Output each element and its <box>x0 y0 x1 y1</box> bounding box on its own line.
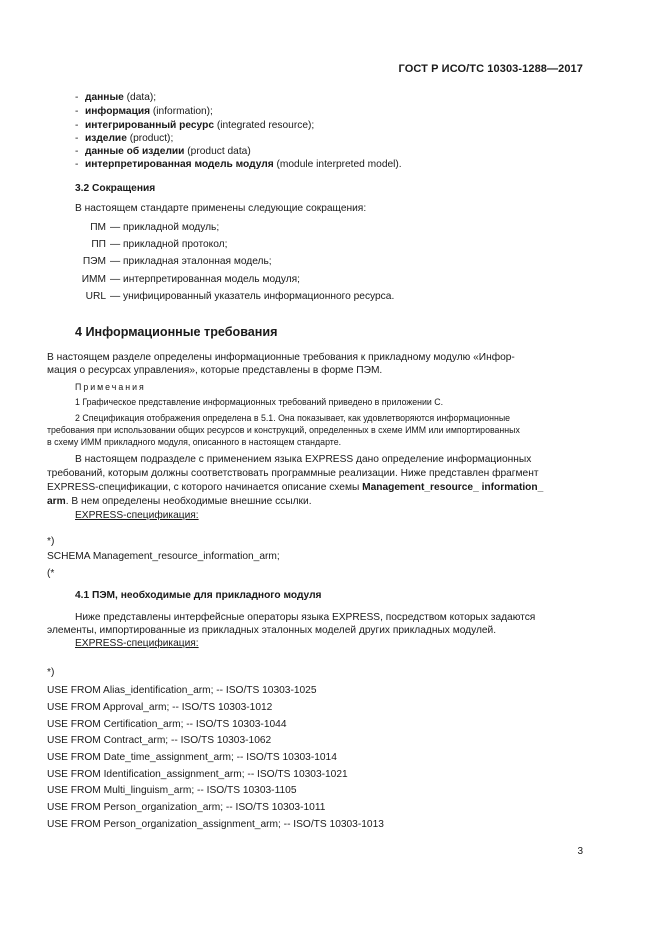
abbrev-code: URL <box>85 291 106 302</box>
express-label: EXPRESS-спецификация: <box>75 510 199 521</box>
code-line: USE FROM Certification_arm; -- ISO/TS 10303-1044 <box>47 719 287 730</box>
abbrev-code: ПМ <box>90 222 106 233</box>
abbrev-code: ПП <box>91 239 106 250</box>
paragraph-line: В настоящем разделе определены информационные требования к прикладному модулю «Инфор- <box>47 352 515 363</box>
abbrev-definition: — интерпретированная модель модуля; <box>110 274 300 285</box>
code-line: USE FROM Person_organization_arm; -- ISO/TS 10303-1011 <box>47 802 326 813</box>
subsection-heading: 4.1 ПЭМ, необходимые для прикладного модуля <box>75 590 322 601</box>
abbrev-definition: — прикладной протокол; <box>110 239 228 250</box>
note-line: требования при использовании общих ресурсов и конструкций, определенных в схеме ИММ или импортированных <box>47 425 520 435</box>
code-line: USE FROM Person_organization_assignment_arm; -- ISO/TS 10303-1013 <box>47 819 384 830</box>
paragraph-line: требований, которым должны соответствовать программные реализации. Ниже представлен фрагмент <box>47 468 539 479</box>
paragraph-line: В настоящем подразделе с применением языка EXPRESS дано определение информационных <box>75 454 532 465</box>
code-line: USE FROM Contract_arm; -- ISO/TS 10303-1062 <box>47 735 272 746</box>
section-heading: 4 Информационные требования <box>75 325 278 339</box>
term-item: - интерпретированная модель модуля (module interpreted model). <box>75 159 402 170</box>
abbrev-heading: 3.2 Сокращения <box>75 183 156 194</box>
abbrev-definition: — прикладной модуль; <box>110 222 220 233</box>
code-line: (* <box>47 568 55 579</box>
notes-title: Примечания <box>75 382 146 392</box>
abbrev-intro: В настоящем стандарте применены следующие сокращения: <box>75 203 367 214</box>
term-item: - данные (data); <box>75 92 157 103</box>
abbrev-code: ИММ <box>81 274 106 285</box>
paragraph-line: элементы, импортированные из прикладных эталонных моделей других прикладных модулей. <box>47 625 497 636</box>
paragraph-line: мация о ресурсах управления», которые представлены в форме ПЭМ. <box>47 365 383 376</box>
express-label: EXPRESS-спецификация: <box>75 638 199 649</box>
code-line: *) <box>47 667 55 678</box>
note-line: 2 Спецификация отображения определена в 5.1. Она показывает, как удовлетворяются информационные <box>75 413 511 423</box>
note-line: в схему ИММ прикладного модуля, описанного в настоящем стандарте. <box>47 437 342 447</box>
abbrev-code: ПЭМ <box>82 256 106 267</box>
term-item: - данные об изделии (product data) <box>75 146 251 157</box>
code-line: USE FROM Approval_arm; -- ISO/TS 10303-1012 <box>47 702 273 713</box>
code-line: USE FROM Identification_assignment_arm; -- ISO/TS 10303-1021 <box>47 769 348 780</box>
code-line: SCHEMA Management_resource_information_arm; <box>47 551 280 562</box>
term-item: - информация (information); <box>75 106 213 117</box>
abbrev-definition: — унифицированный указатель информационного ресурса. <box>110 291 395 302</box>
note-line: 1 Графическое представление информационных требований приведено в приложении С. <box>75 397 444 407</box>
code-line: USE FROM Multi_linguism_arm; -- ISO/TS 10303-1105 <box>47 785 297 796</box>
code-line: USE FROM Alias_identification_arm; -- ISO/TS 10303-1025 <box>47 685 317 696</box>
paragraph-line: arm. В нем определены необходимые внешние ссылки. <box>47 496 312 507</box>
term-item: - изделие (product); <box>75 133 174 144</box>
page-number: 3 <box>577 846 583 857</box>
abbrev-definition: — прикладная эталонная модель; <box>110 256 272 267</box>
code-line: *) <box>47 536 55 547</box>
code-line: USE FROM Date_time_assignment_arm; -- ISO/TS 10303-1014 <box>47 752 337 763</box>
document-header: ГОСТ Р ИСО/ТС 10303-1288—2017 <box>398 63 583 75</box>
paragraph-line: EXPRESS-спецификации, с которого начинается описание схемы Management_resource_ information_ <box>47 482 544 493</box>
paragraph-line: Ниже представлены интерфейсные операторы языка EXPRESS, посредством которых задаются <box>75 612 536 623</box>
term-item: - интегрированный ресурс (integrated resource); <box>75 120 315 131</box>
